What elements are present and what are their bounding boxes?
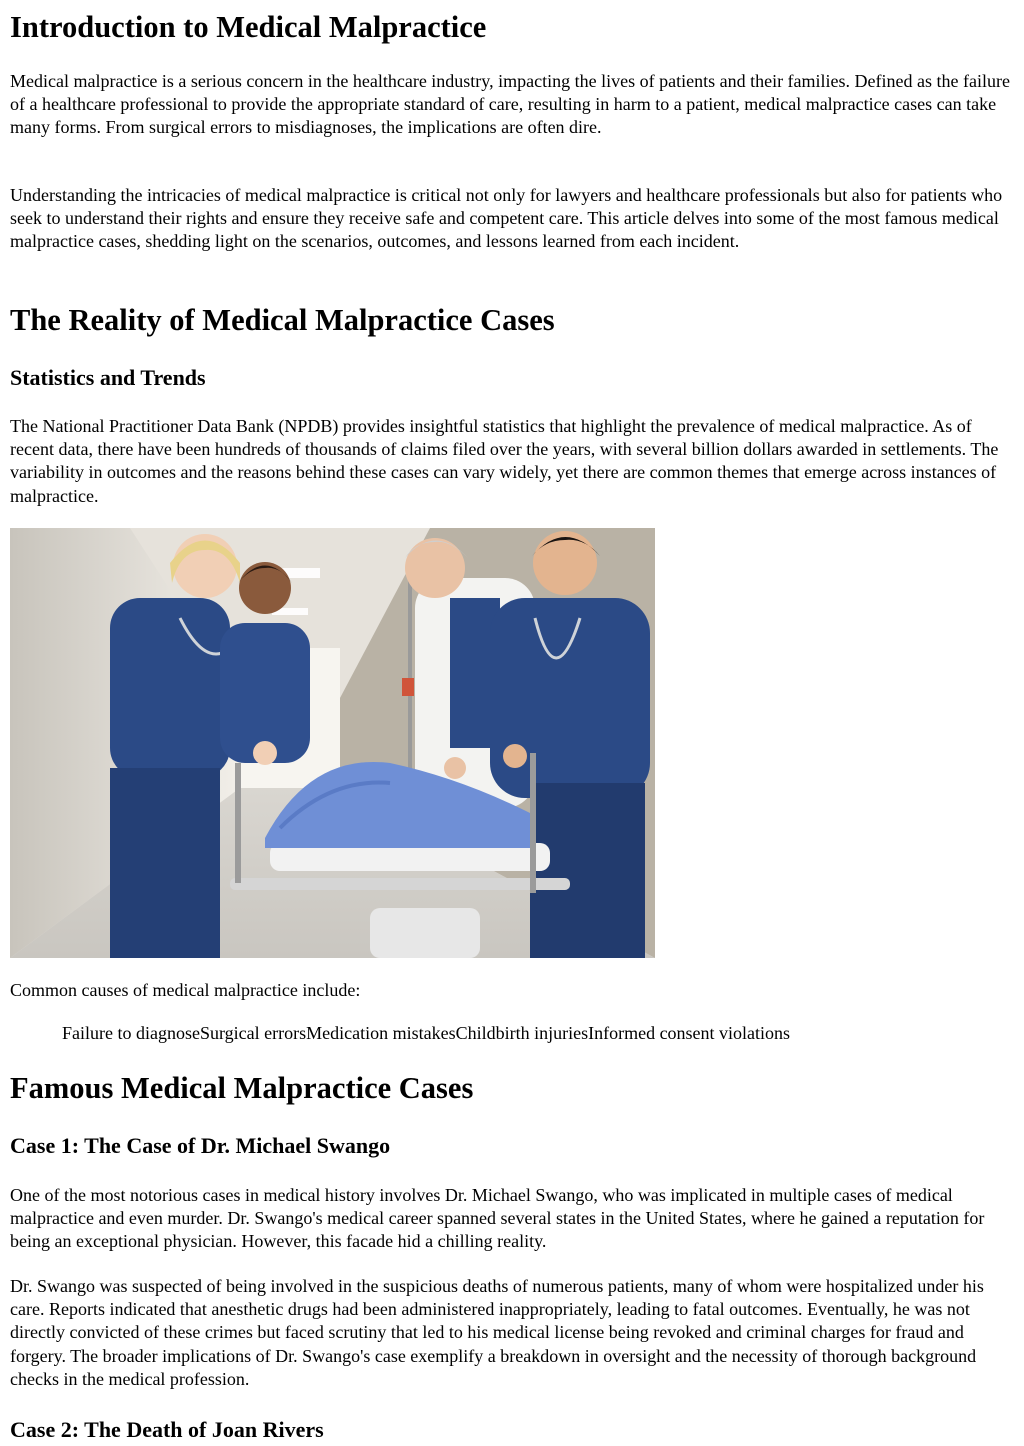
statistics-subheading: Statistics and Trends	[10, 365, 206, 390]
medical-team-photo	[10, 528, 655, 958]
case-1-heading: Case 1: The Case of Dr. Michael Swango	[10, 1133, 391, 1158]
case-1-paragraph-2: Dr. Swango was suspected of being involved in the suspicious deaths of numerous patients, many of whom were hospitalized under his care. Reports indicated that anesthetic drugs had been administered inappropriately, leading to fatal outcomes. Eventually, he was not directly convicted of these crimes but faced scrutiny that led to his medical license being revoked and criminal charges for fraud and forgery. The broader implications of Dr. Swango's case exemplify a breakdown in oversight and the necessity of thorough background checks in the medical profession.	[10, 1276, 984, 1389]
list-item: Surgical errors	[199, 1023, 307, 1043]
list-item: Childbirth injuries	[455, 1023, 589, 1043]
list-item: Informed consent violations	[588, 1023, 791, 1043]
famous-cases-heading: Famous Medical Malpractice Cases	[10, 1071, 474, 1105]
intro-paragraph-2: Understanding the intricacies of medical malpractice is critical not only for lawyers and healthcare professionals but also for patients who seek to understand their rights and ensure they receive safe and competent care. This article delves into some of the most famous medical malpractice cases, shedding light on the scenarios, outcomes, and lessons learned from each incident.	[10, 185, 1003, 252]
hospital-corridor-illustration	[10, 528, 655, 958]
causes-list	[62, 1022, 790, 1045]
list-item: Failure to diagnose	[62, 1023, 200, 1043]
case-2-heading: Case 2: The Death of Joan Rivers	[10, 1417, 324, 1442]
intro-paragraph-1: Medical malpractice is a serious concern in the healthcare industry, impacting the lives of patients and their families. Defined as the failure of a healthcare professional to provide the appropriate standard of care, resulting in harm to a patient, medical malpractice cases can take many forms. From surgical errors to misdiagnoses, the implications are often dire.	[10, 71, 1010, 138]
reality-heading: The Reality of Medical Malpractice Cases	[10, 303, 555, 337]
statistics-paragraph: The National Practitioner Data Bank (NPDB) provides insightful statistics that highlight the prevalence of medical malpractice. As of recent data, there have been hundreds of thousands of claims filed over the years, with several billion dollars awarded in settlements. The variability in outcomes and the reasons behind these cases can vary widely, yet there are common themes that emerge across instances of malpractice.	[10, 416, 999, 506]
intro-heading: Introduction to Medical Malpractice	[10, 10, 487, 44]
list-item: Medication mistakes	[306, 1023, 456, 1043]
causes-intro: Common causes of medical malpractice include:	[10, 980, 361, 1000]
case-1-paragraph-1: One of the most notorious cases in medical history involves Dr. Michael Swango, who was implicated in multiple cases of medical malpractice and even murder. Dr. Swango's medical career spanned several states in the United States, where he gained a reputation for being an exceptional physician. However, this facade hid a chilling reality.	[10, 1185, 985, 1252]
